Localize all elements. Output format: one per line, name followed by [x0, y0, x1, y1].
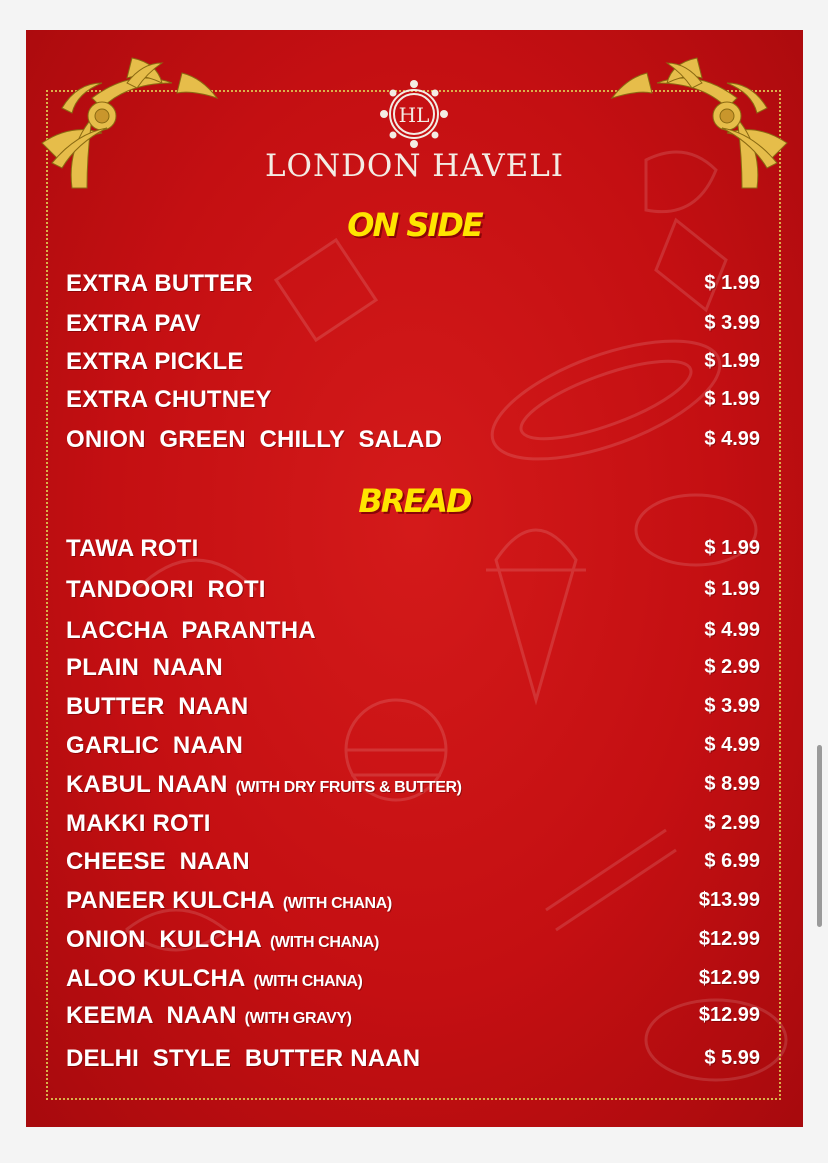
menu-item-price: $ 5.99	[704, 1047, 760, 1069]
menu-item-name	[66, 1045, 420, 1073]
menu-item-label: ALOO KULCHA	[66, 965, 246, 992]
menu-item-name	[66, 771, 462, 799]
menu-item-row	[66, 270, 760, 304]
london-haveli-logo	[376, 76, 452, 152]
scrollbar-thumb[interactable]	[817, 745, 822, 927]
restaurant-name: LONDON HAVELI	[264, 148, 565, 184]
menu-item-label: GARLIC NAAN	[66, 732, 244, 759]
menu-item-price: $ 3.99	[704, 312, 760, 334]
menu-item-label: EXTRA PAV	[66, 310, 201, 337]
menu-item-row	[66, 926, 760, 960]
menu-item-row	[66, 617, 760, 651]
menu-item-name	[66, 887, 392, 915]
menu-item-name	[66, 732, 243, 760]
menu-item-name	[66, 426, 442, 454]
menu-item-name	[66, 310, 201, 338]
menu-item-label: ONION KULCHA	[66, 926, 262, 953]
menu-item-label: KEEMA NAAN	[66, 1002, 237, 1029]
menu-item-price: $ 6.99	[704, 850, 760, 872]
menu-item-note: (WITH CHANA)	[269, 934, 379, 951]
menu-item-name	[66, 693, 248, 721]
menu-item-label: TANDOORI ROTI	[66, 576, 266, 603]
menu-item-note: (WITH DRY FRUITS & BUTTER)	[235, 779, 462, 796]
menu-item-name	[66, 386, 272, 414]
menu-item-label: LACCHA PARANTHA	[66, 617, 316, 644]
menu-item-label: EXTRA BUTTER	[66, 270, 253, 297]
menu-item-price: $ 2.99	[704, 656, 760, 678]
menu-item-name	[66, 848, 250, 876]
menu-item-price: $ 1.99	[704, 537, 760, 559]
menu-item-price: $ 4.99	[704, 428, 760, 450]
menu-item-row	[66, 887, 760, 921]
menu-item-label: TAWA ROTI	[66, 535, 199, 562]
menu-item-price: $ 3.99	[704, 695, 760, 717]
menu-item-name	[66, 926, 379, 954]
section-title: ON SIDE	[347, 206, 482, 244]
menu-item-name	[66, 965, 362, 993]
menu-item-row	[66, 576, 760, 610]
menu-item-row	[66, 965, 760, 999]
menu-item-name	[66, 348, 244, 376]
menu-item-note: (WITH CHANA)	[282, 895, 392, 912]
menu-item-price: $12.99	[698, 967, 760, 989]
menu-item-row	[66, 693, 760, 727]
menu-item-row	[66, 386, 760, 420]
menu-item-label: KABUL NAAN	[66, 771, 228, 798]
menu-item-name	[66, 270, 253, 298]
menu-item-price: $ 1.99	[704, 388, 760, 410]
menu-item-price: $ 4.99	[704, 734, 760, 756]
menu-item-label: MAKKI ROTI	[66, 810, 211, 837]
menu-item-note: (WITH GRAVY)	[244, 1010, 352, 1027]
menu-item-label: DELHI STYLE BUTTER NAAN	[66, 1045, 421, 1072]
menu-item-label: BUTTER NAAN	[66, 693, 249, 720]
menu-item-price: $13.99	[698, 889, 760, 911]
menu-item-row	[66, 848, 760, 882]
logo-monogram: HL	[398, 103, 430, 127]
menu-item-name	[66, 810, 211, 838]
menu-item-row	[66, 732, 760, 766]
menu-item-row	[66, 810, 760, 844]
menu-item-row	[66, 654, 760, 688]
menu-item-name	[66, 1002, 352, 1030]
menu-item-name	[66, 654, 223, 682]
menu-item-name	[66, 576, 266, 604]
menu-item-row	[66, 348, 760, 382]
menu-item-label: PLAIN NAAN	[66, 654, 223, 681]
menu-item-row	[66, 535, 760, 569]
menu-item-price: $ 1.99	[704, 578, 760, 600]
menu-item-label: ONION GREEN CHILLY SALAD	[66, 426, 443, 453]
menu-item-price: $ 8.99	[704, 773, 760, 795]
menu-item-price: $12.99	[698, 1004, 760, 1026]
menu-card	[26, 30, 803, 1127]
menu-item-row	[66, 771, 760, 805]
menu-item-row	[66, 1002, 760, 1036]
menu-item-price: $12.99	[698, 928, 760, 950]
menu-item-price: $ 1.99	[704, 350, 760, 372]
menu-item-row	[66, 1045, 760, 1079]
menu-item-row	[66, 426, 760, 460]
menu-item-label: EXTRA CHUTNEY	[66, 386, 272, 413]
section-title: BREAD	[358, 482, 471, 520]
menu-item-note: (WITH CHANA)	[253, 973, 363, 990]
menu-item-price: $ 1.99	[704, 272, 760, 294]
menu-item-label: EXTRA PICKLE	[66, 348, 244, 375]
menu-item-label: PANEER KULCHA	[66, 887, 275, 914]
menu-item-name	[66, 617, 316, 645]
menu-item-row	[66, 310, 760, 344]
menu-item-name	[66, 535, 198, 563]
menu-item-price: $ 4.99	[704, 619, 760, 641]
menu-item-label: CHEESE NAAN	[66, 848, 250, 875]
menu-item-price: $ 2.99	[704, 812, 760, 834]
